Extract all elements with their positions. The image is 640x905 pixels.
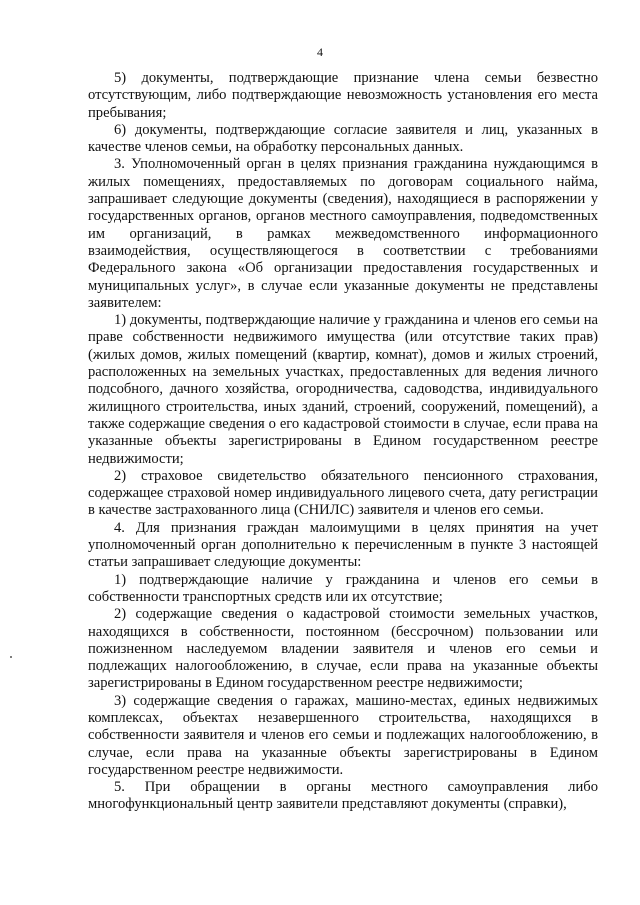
paragraph-clause-4-item-2: 2) содержащие сведения о кадастровой стоимости земельных участков, находящихся в собственности, постоянном (бессрочном) пользовании или пожизненном наследуемом владении заявителя и членов его семьи и подлежащих налогообложению, в случае, если права на указанные объекты зарегистрированы в Едином государственном реестре недвижимости; — [88, 606, 598, 692]
paragraph-clause-5: 5. При обращении в органы местного самоуправления либо многофункциональный центр заявители представляют документы (справки), — [88, 779, 598, 813]
paragraph-clause-3: 3. Уполномоченный орган в целях признания гражданина нуждающимся в жилых помещениях, предоставляемых по договорам социального найма, запрашивает следующие документы (сведения), находящиеся в распоряжении у государственных органов, органов местного самоуправления, подведомственных им организаций, в рамках межведомственного информационного взаимодействия, осуществляющегося в соответствии с требованиями Федерального закона «Об организации предоставления государственных и муниципальных услуг», в случае если указанные документы не представлены заявителем: — [88, 156, 598, 311]
paragraph-item-5-missing-person: 5) документы, подтверждающие признание члена семьи безвестно отсутствующим, либо подтверждающие невозможность установления его места пребывания; — [88, 70, 598, 121]
paragraph-clause-3-item-1: 1) документы, подтверждающие наличие у гражданина и членов его семьи на праве собственности недвижимого имущества (или отсутствие таких прав) (жилых домов, жилых помещений (квартир, комнат), домов и жилых строений, расположенных на земельных участках, предоставленных для ведения личного подсобного, дачного хозяйства, огородничества, садоводства, индивидуального жилищного строительства, иных зданий, строений, сооружений, помещений), а также содержащие сведения о его кадастровой стоимости в случае, если права на указанные объекты зарегистрированы в Едином государственном реестре недвижимости; — [88, 312, 598, 467]
paragraph-clause-4-item-3: 3) содержащие сведения о гаражах, машино-местах, единых недвижимых комплексах, объектах незавершенного строительства, находящихся в собственности заявителя и членов его семьи и подлежащих налогообложению, в случае, если права на указанные объекты зарегистрированы в Едином государственном реестре недвижимости. — [88, 692, 598, 778]
paragraph-clause-4: 4. Для признания граждан малоимущими в целях принятия на учет уполномоченный орган дополнительно к перечисленным в пункте 3 настоящей статьи запрашивает следующие документы: — [88, 519, 598, 571]
paragraph-item-6-consent: 6) документы, подтверждающие согласие заявителя и лиц, указанных в качестве членов семьи, на обработку персональных данных. — [88, 121, 598, 156]
scan-speck — [10, 656, 12, 658]
paragraph-clause-4-item-1: 1) подтверждающие наличие у гражданина и членов его семьи в собственности транспортных средств или их отсутствие; — [88, 571, 598, 605]
page-number: 4 — [317, 45, 323, 59]
document-body — [88, 70, 598, 814]
paragraph-clause-3-item-2: 2) страховое свидетельство обязательного пенсионного страхования, содержащее страховой номер индивидуального лицевого счета, дату регистрации в качестве застрахованного лица (СНИЛС) заявителя и членов его семьи. — [88, 467, 598, 519]
